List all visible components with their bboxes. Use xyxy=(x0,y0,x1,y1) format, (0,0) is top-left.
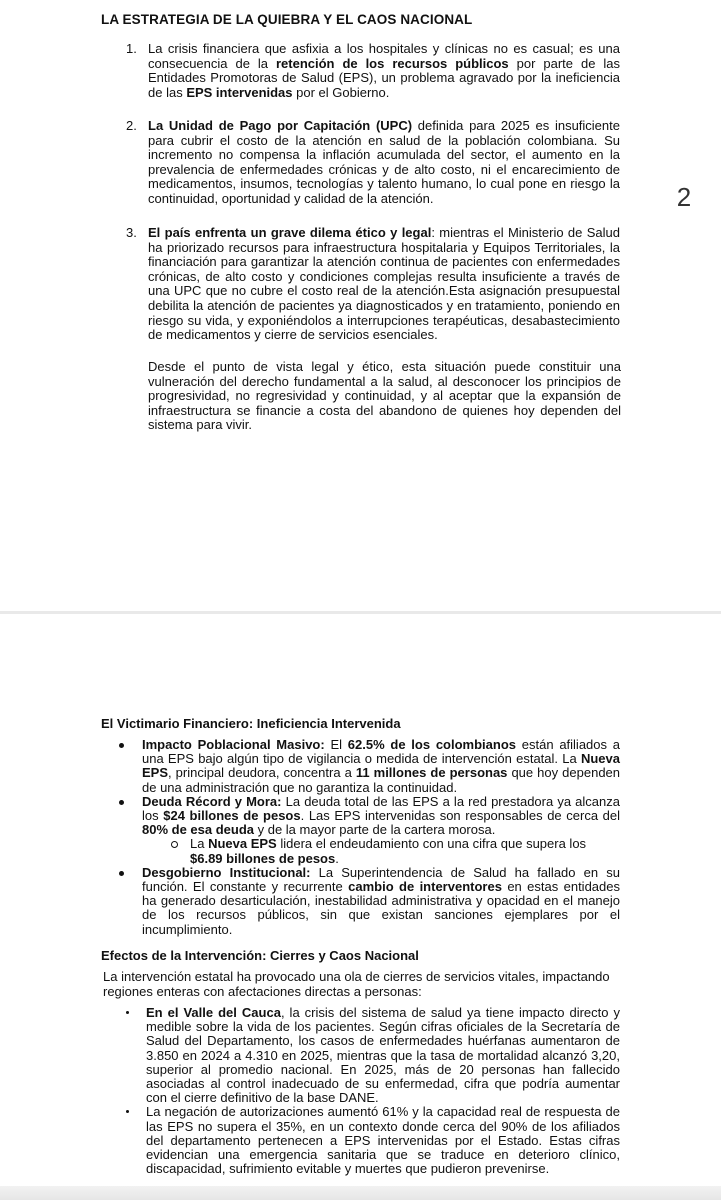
bold-text: $6.89 billones de pesos xyxy=(190,850,336,866)
hollow-bullet-icon xyxy=(171,841,178,848)
text: por parte de las Entidades Promotoras de Salud (EPS), un problema agravado por la ineficiencia de las xyxy=(148,55,620,100)
bullet-icon xyxy=(119,800,124,805)
page-number-badge: 2 xyxy=(676,182,692,212)
bullet-icon xyxy=(126,1110,129,1113)
text: lidera el endeudamiento con una cifra que supera los xyxy=(276,836,587,852)
bullet-item-1 xyxy=(100,738,620,795)
list-number: 2. xyxy=(126,118,137,133)
text: que hoy dependen de una administración que no garantiza la continuidad. xyxy=(142,765,621,795)
text: y de la mayor parte de la cartera morosa. xyxy=(254,822,496,838)
text: por el Gobierno. xyxy=(292,84,390,100)
effects-item-2 xyxy=(100,1105,620,1176)
list-item-3 xyxy=(100,226,620,343)
text: , principal deudora, concentra a xyxy=(168,765,356,781)
list-number: 1. xyxy=(126,41,137,56)
closing-paragraph: Desde el punto de vista legal y ético, esta situación puede constituir una vulneración del derecho fundamental a la salud, al desconocer los principios de progresividad, no regresividad y continuidad, y al aceptar que la expansión de infraestructura se financie a costa del abandono de quienes hoy dependen del sistema para vivir. xyxy=(148,359,621,433)
text: La Superintendencia de Salud ha fallado en su función. El constante y recurrente xyxy=(142,864,620,895)
effects-list xyxy=(100,1006,620,1176)
bold-text: cambio de interventores xyxy=(348,879,502,895)
numbered-list xyxy=(100,42,620,100)
text: La crisis financiera que asfixia a los hospitales y clínicas no es casual; es una consecuencia de la xyxy=(148,41,620,71)
section-title: El Victimario Financiero: Ineficiencia Intervenida xyxy=(101,716,401,731)
bold-text: EPS intervenidas xyxy=(186,84,293,100)
text: . Las EPS intervenidas son responsables de cerca del xyxy=(300,808,621,824)
bottom-edge xyxy=(0,1186,721,1200)
numbered-list xyxy=(100,226,620,343)
numbered-list xyxy=(100,119,620,207)
text: están afiliados a una EPS bajo algún tipo de vigilancia o medida de intervención estatal. La xyxy=(142,737,620,767)
text: . xyxy=(335,850,339,866)
list-item-2 xyxy=(100,119,620,207)
bold-text: Nueva EPS xyxy=(142,751,620,781)
effects-item-1 xyxy=(100,1006,620,1105)
text: definida para 2025 es insuficiente para cubrir el costo de la atención en salud de la población colombiana. Su incremento no compensa la inflación acumulada del sector, el aumento en la prevalencia de enfermedades crónicas y de alto costo, ni el encarecimiento de medicamentos, insumos, tecnologías y talento humano, lo cual pone en riesgo la continuidad, oportunidad y calidad de la atención. xyxy=(148,118,620,206)
bold-text: Impacto Poblacional Masivo: xyxy=(142,737,325,752)
bold-text: 80% de esa deuda xyxy=(142,822,254,838)
bullet-icon xyxy=(119,743,124,748)
bold-text: Nueva EPS xyxy=(208,836,277,852)
text: , la crisis del sistema de salud ya tiene impacto directo y medible sobre la vida de los pacientes. Según cifras oficiales de la Secretaría de Salud del Departamento, los casos de enfermedades huérfanas aumentaron de 3.850 en 2024 a 4.310 en 2025, mientras que la tasa de mortalidad alcanzó 3,20, superior al promedio nacional. En 2025, más de 20 personas han fallecido asociadas al control inadecuado de su enfermedad, cifra que podría aumentar con el cierre definitivo de la base DANE. xyxy=(146,1005,621,1106)
bullet-item-3 xyxy=(100,866,620,937)
text: en estas entidades ha generado desarticulación, inestabilidad administrativa y opacidad en el manejo de los recursos públicos, sin que existan sanciones ejemplares por el incumplimiento. xyxy=(142,879,620,937)
text: La xyxy=(190,836,209,852)
page-title: LA ESTRATEGIA DE LA QUIEBRA Y EL CAOS NACIONAL xyxy=(101,12,473,27)
document-page-2 xyxy=(0,614,721,1200)
list-item-1 xyxy=(100,42,620,100)
list-number: 3. xyxy=(126,225,137,240)
sub-bullet-item xyxy=(100,837,620,865)
text: : mientras el Ministerio de Salud ha priorizado recursos para infraestructura hospitalaria y Equipos Territoriales, la financiación para garantizar la atención continua de pacientes con enfermedades crónicas, de alto costo y condiciones complejas resulta insuficiente a través de una UPC que no cubre el costo real de la atención.Esta asignación presupuestal debilita la atención de pacientes ya diagnosticados y en tratamiento, poniendo en riesgo su vida, y exponiéndolos a interrupciones terapéuticas, desabastecimiento de medicamentos y cierre de servicios esenciales. xyxy=(148,225,620,343)
text: La deuda total de las EPS a la red prestadora ya alcanza los xyxy=(142,793,620,824)
bold-text: Deuda Récord y Mora: xyxy=(142,793,282,809)
bold-text: 62.5% de los colombianos xyxy=(347,737,517,752)
bold-text: $24 billones de pesos xyxy=(163,808,301,824)
text: La negación de autorizaciones aumentó 61% y la capacidad real de respuesta de las EPS no supera el 35%, en un contexto donde cerca del 90% de los afiliados del departamento pertenecen a EPS intervenidas por el Estado. Estas cifras evidencian una emergencia sanitaria que se traduce en deterioro clínico, discapacidad, sufrimiento evitable y muertes que pudieron prevenirse. xyxy=(146,1104,620,1177)
bold-text: 11 millones de personas xyxy=(355,765,508,781)
bold-text: En el Valle del Cauca xyxy=(146,1005,281,1020)
bullet-icon xyxy=(126,1011,129,1014)
text: El xyxy=(324,737,348,752)
bold-text: Desgobierno Institucional: xyxy=(142,864,311,880)
bold-text: retención de los recursos públicos xyxy=(275,55,509,71)
bullet-item-2 xyxy=(100,795,620,838)
section-intro: La intervención estatal ha provocado una ola de cierres de servicios vitales, impactando regiones enteras con afectaciones directas a personas: xyxy=(103,969,610,999)
section-title: Efectos de la Intervención: Cierres y Caos Nacional xyxy=(101,948,419,963)
bullet-list xyxy=(100,738,620,937)
bold-text: La Unidad de Pago por Capitación (UPC) xyxy=(148,118,413,133)
bold-text: El país enfrenta un grave dilema ético y legal xyxy=(148,225,432,240)
bullet-icon xyxy=(119,871,124,876)
